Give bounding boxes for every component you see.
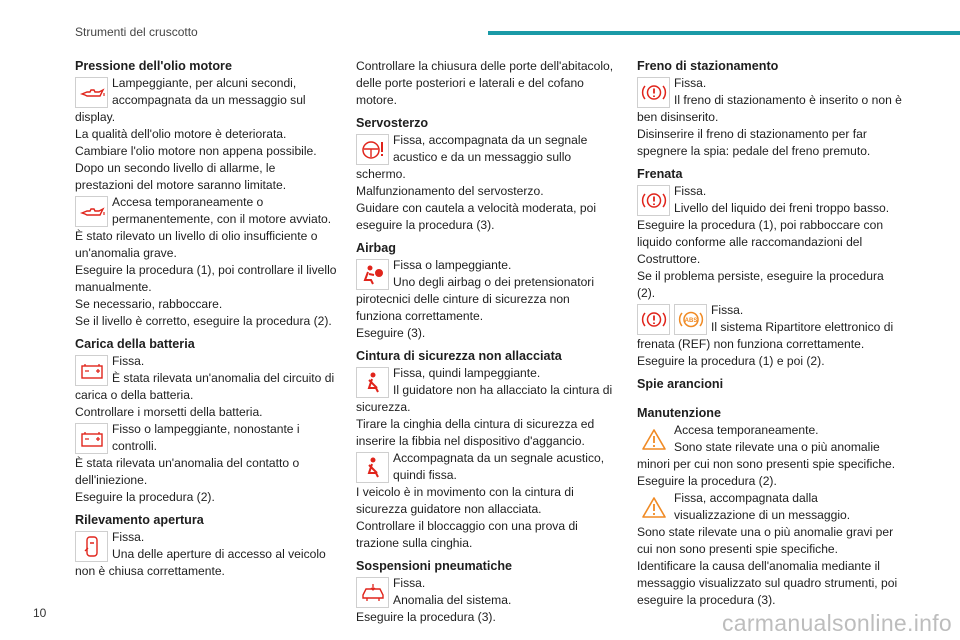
- section-air-suspension: [356, 558, 618, 626]
- section-title: Spie arancioni: [637, 377, 724, 391]
- battery-icon1-text: Fissa. È stata rilevata un'anomalia del circuito di carica o della batteria.: [75, 354, 335, 402]
- section-orange-lights: [637, 376, 902, 393]
- text-line: Malfunzionamento del servosterzo.: [356, 184, 544, 198]
- suspension-warning-icon: [356, 577, 389, 608]
- parking-icon-text: Fissa. Il freno di stazionamento è inserito o non è ben disinserito.: [637, 76, 902, 124]
- suspension-icon-text: Fissa. Anomalia del sistema.: [393, 576, 512, 607]
- section-title: Servosterzo: [356, 116, 429, 130]
- warning-triangle-icon: [637, 424, 670, 455]
- battery-icon: [75, 355, 108, 386]
- section-battery: [75, 336, 337, 506]
- text-line: Controllare la chiusura delle porte dell'abitacolo, delle porte posteriori e laterali e del cofano motore.: [356, 59, 614, 107]
- text-line: Eseguire la procedura (1), poi controllare il livello manualmente.: [75, 263, 337, 294]
- belt-icon1-text: Fissa, quindi lampeggiante. Il guidatore non ha allacciato la cintura di sicurezza.: [356, 366, 613, 414]
- section-title: Airbag: [356, 241, 396, 255]
- column-3: [637, 58, 902, 615]
- oil-icon1-text: Lampeggiante, per alcuni secondi, accompagnata da un messaggio sul display.: [75, 76, 306, 124]
- text-line: La qualità dell'olio motore è deteriorata.: [75, 127, 287, 141]
- section-door-open: [75, 512, 337, 580]
- brake-warning-icon: [637, 185, 670, 216]
- oil-can-warning-icon: [75, 77, 108, 108]
- section-braking: [637, 166, 902, 370]
- seat-belt-icon: [356, 367, 389, 398]
- text-line: Se il problema persiste, eseguire la procedura (2).: [637, 269, 884, 300]
- text-line: Eseguire (3).: [356, 326, 426, 340]
- brake-icon-text: Fissa. Livello del liquido dei freni troppo basso.: [674, 184, 890, 215]
- header-section-title: Strumenti del cruscotto: [75, 25, 198, 39]
- text-line: Guidare con cautela a velocità moderata, poi eseguire la procedura (3).: [356, 201, 597, 232]
- text-line: Sono state rilevate una o più anomalie gravi per cui non sono presenti spie specifiche.: [637, 525, 894, 556]
- section-title: Rilevamento apertura: [75, 513, 204, 527]
- door-icon-text: Fissa. Una delle aperture di accesso al veicolo non è chiusa correttamente.: [75, 530, 326, 578]
- section-airbag: [356, 240, 618, 342]
- section-power-steering: [356, 115, 618, 234]
- text-line: Disinserire il freno di stazionamento per far spegnere la spia: pedale del freno premuto.: [637, 127, 871, 158]
- text-line: Eseguire la procedura (2).: [637, 474, 777, 488]
- battery-icon2-text: Fisso o lampeggiante, nonostante i controlli.: [112, 422, 300, 453]
- brake-icon2-text: Fissa. Il sistema Ripartitore elettronico di frenata (REF) non funziona correttamente.: [637, 303, 894, 351]
- text-line: Se necessario, rabboccare.: [75, 297, 223, 311]
- belt-icon2-text: Accompagnata da un segnale acustico, quindi fissa.: [393, 451, 605, 482]
- steering-icon-text: Fissa, accompagnata da un segnale acustico e da un messaggio sullo schermo.: [356, 133, 588, 181]
- footer-watermark: carmanualsonline.info: [721, 610, 952, 636]
- oil-can-warning-icon: [75, 196, 108, 227]
- section-title: Sospensioni pneumatiche: [356, 559, 513, 573]
- text-line: Se il livello è corretto, eseguire la procedura (2).: [75, 314, 332, 328]
- door-open-icon: [75, 531, 108, 562]
- text-line: Tirare la cinghia della cintura di sicurezza ed inserire la fibbia nel dispositivo d'aggancio.: [356, 417, 595, 448]
- section-title: Carica della batteria: [75, 337, 195, 351]
- battery-icon: [75, 423, 108, 454]
- text-line: Dopo un secondo livello di allarme, le prestazioni del motore saranno limitate.: [75, 161, 287, 192]
- airbag-icon-text: Fissa o lampeggiante. Uno degli airbag o dei pretensionatori pirotecnici delle cinture di sicurezza non funziona correttamente.: [356, 258, 595, 323]
- abs-warning-icon: [674, 304, 707, 335]
- text-line: Eseguire la procedura (1), poi rabboccare con liquido conforme alle raccomandazioni del Costruttore.: [637, 218, 884, 266]
- column-2: [356, 58, 618, 632]
- text-line: È stata rilevata un'anomalia del contatto o dell'iniezione.: [75, 456, 300, 487]
- oil-icon2-text: Accesa temporaneamente o permanentemente, con il motore avviato.: [112, 195, 332, 226]
- section-door-continued: [356, 58, 618, 109]
- airbag-icon: [356, 259, 389, 290]
- text-line: Cambiare l'olio motore non appena possibile.: [75, 144, 317, 158]
- maintenance-icon2-text: Fissa, accompagnata dalla visualizzazione di un messaggio.: [674, 491, 851, 522]
- header-accent-bar: [488, 31, 960, 35]
- section-title: Cintura di sicurezza non allacciata: [356, 349, 562, 363]
- text-line: Eseguire la procedura (3).: [356, 610, 496, 624]
- text-line: Controllare il bloccaggio con una prova di trazione sulla cinghia.: [356, 519, 578, 550]
- maintenance-icon1-text: Accesa temporaneamente. Sono state rilevate una o più anomalie minori per cui non sono presenti spie specifiche.: [637, 423, 896, 471]
- seat-belt-icon: [356, 452, 389, 483]
- abs-icon-label: ABS: [684, 318, 697, 324]
- section-oil-pressure: [75, 58, 337, 330]
- text-line: Eseguire la procedura (2).: [75, 490, 215, 504]
- section-title: Manutenzione: [637, 406, 721, 420]
- section-title: Frenata: [637, 167, 683, 181]
- text-line: Eseguire la procedura (1) e poi (2).: [637, 354, 825, 368]
- section-title: Pressione dell'olio motore: [75, 59, 232, 73]
- text-line: I veicolo è in movimento con la cintura di sicurezza guidatore non allacciata.: [356, 485, 574, 516]
- brake-warning-icon: [637, 304, 670, 335]
- page-number: 10: [33, 606, 47, 620]
- section-maintenance: [637, 405, 902, 609]
- section-title: Freno di stazionamento: [637, 59, 779, 73]
- column-1: [75, 58, 337, 586]
- steering-wheel-warning-icon: [356, 134, 389, 165]
- text-line: Controllare i morsetti della batteria.: [75, 405, 263, 419]
- warning-triangle-icon: [637, 492, 670, 523]
- text-line: È stato rilevato un livello di olio insufficiente o un'anomalia grave.: [75, 229, 318, 260]
- section-parking-brake: [637, 58, 902, 160]
- text-line: Identificare la causa dell'anomalia mediante il messaggio visualizzato sul quadro strumenti, poi eseguire la procedura (3).: [637, 559, 898, 607]
- parking-brake-icon: [637, 77, 670, 108]
- section-seat-belt: [356, 348, 618, 552]
